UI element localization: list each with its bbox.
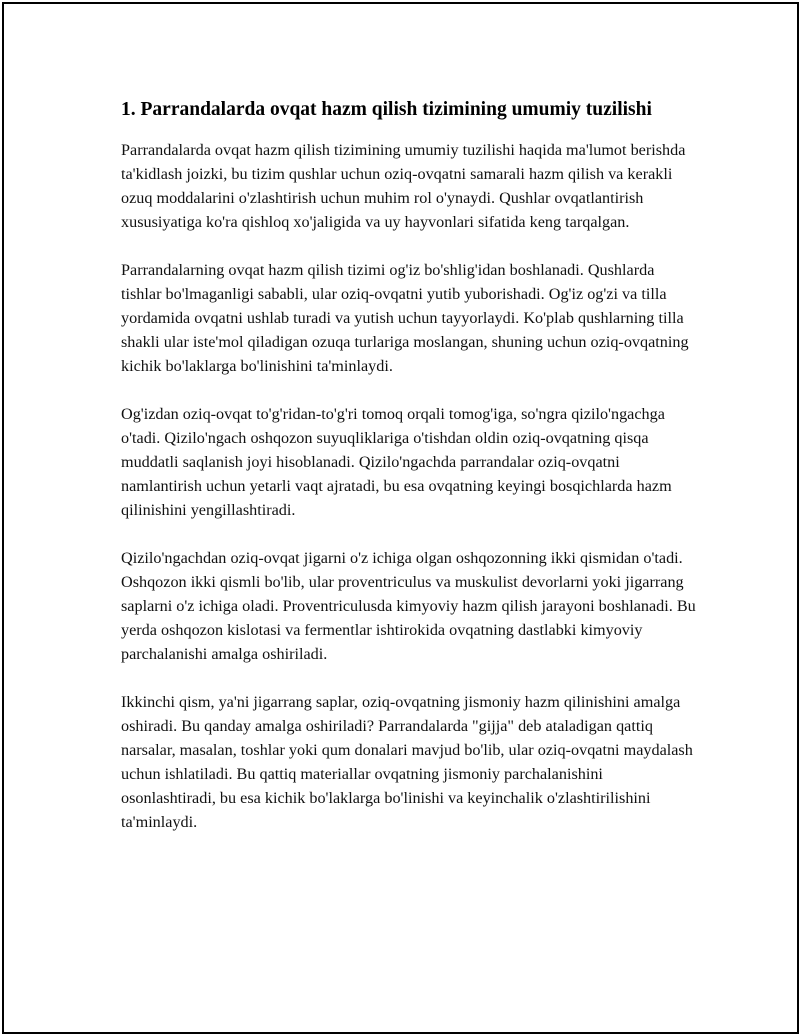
section-heading: 1. Parrandalarda ovqat hazm qilish tizimining umumiy tuzilishi	[121, 99, 652, 120]
paragraph-2: Parrandalarning ovqat hazm qilish tizimi og'iz bo'shlig'idan boshlanadi. Qushlarda tishlar bo'lmaganligi sababli, ular oziq-ovqatni yutib yuborishadi. Og'iz og'zi va tilla yordamida ovqatni ushlab turadi va yutish uchun tayyorlaydi. Ko'plab qushlarning tilla shakli ular iste'mol qiladigan ozuqa turlariga moslangan, shuning uchun oziq-ovqatning kichik bo'laklarga bo'linishini ta'minlaydi.	[121, 261, 689, 375]
paragraph-1: Parrandalarda ovqat hazm qilish tizimining umumiy tuzilishi haqida ma'lumot berishda ta'kidlash joizki, bu tizim qushlar uchun oziq-ovqatni samarali hazm qilish va kerakli ozuq moddalarini o'zlashtirish uchun muhim rol o'ynaydi. Qushlar ovqatlantirish xususiyatiga ko'ra qishloq xo'jaligida va uy hayvonlari sifatida keng tarqalgan.	[121, 141, 686, 231]
paragraph-4: Qizilo'ngachdan oziq-ovqat jigarni o'z ichiga olgan oshqozonning ikki qismidan o'tadi. Oshqozon ikki qismli bo'lib, ular proventriculus va muskulist devorlarni yoki jigarrang saplarni o'z ichiga oladi. Proventriculusda kimyoviy hazm qilish jarayoni boshlanadi. Bu yerda oshqozon kislotasi va fermentlar ishtirokida ovqatning dastlabki kimyoviy parchalanishi amalga oshiriladi.	[121, 549, 696, 663]
page-frame	[2, 2, 799, 1034]
document-body	[121, 96, 696, 858]
paragraph-5: Ikkinchi qism, ya'ni jigarrang saplar, oziq-ovqatning jismoniy hazm qilinishini amalga oshiradi. Bu qanday amalga oshiriladi? Parrandalarda "gijja" deb ataladigan qattiq narsalar, masalan, toshlar yoki qum donalari mavjud bo'lib, ular oziq-ovqatni maydalash uchun ishlatiladi. Bu qattiq materiallar ovqatning jismoniy parchalanishini osonlashtiradi, bu esa kichik bo'laklarga bo'linishi va keyinchalik o'zlashtirilishini ta'minlaydi.	[121, 693, 693, 831]
paragraph-3: Og'izdan oziq-ovqat to'g'ridan-to'g'ri tomoq orqali tomog'iga, so'ngra qizilo'ngachga o'tadi. Qizilo'ngach oshqozon suyuqliklariga o'tishdan oldin oziq-ovqatning qisqa muddatli saqlanish joyi hisoblanadi. Qizilo'ngachda parrandalar oziq-ovqatni namlantirish uchun yetarli vaqt ajratadi, bu esa ovqatning keyingi bosqichlarda hazm qilinishini yengillashtiradi.	[121, 405, 672, 519]
